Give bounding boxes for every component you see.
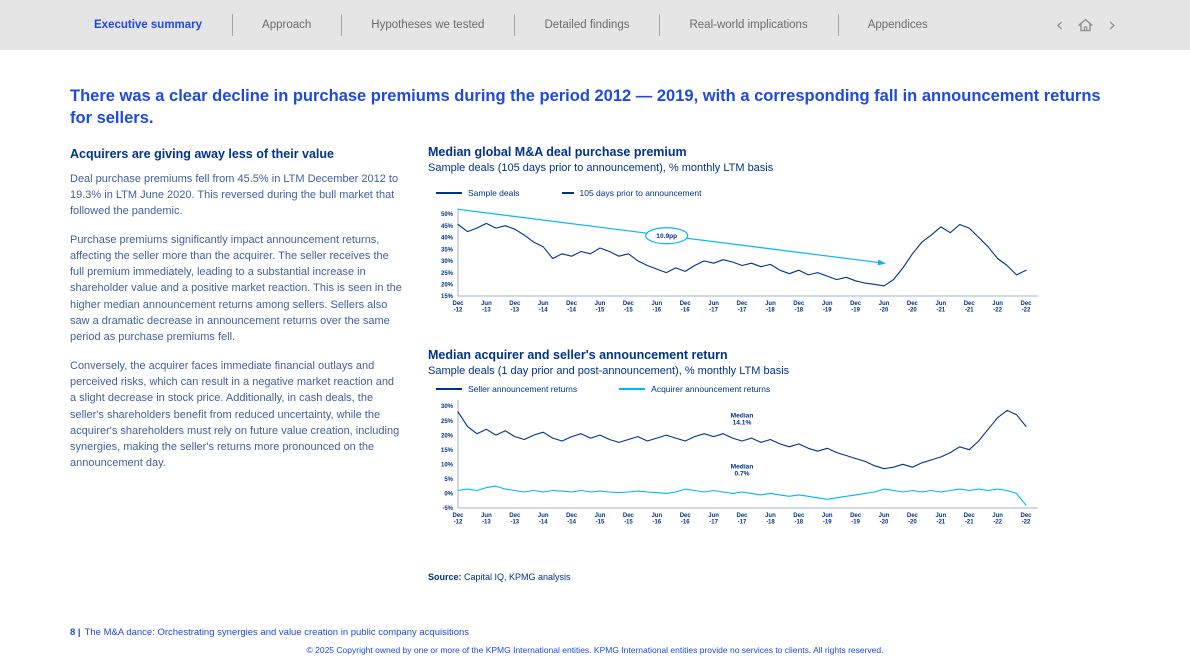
svg-text:Dec-15: Dec -15 — [622, 512, 634, 525]
home-icon[interactable] — [1077, 17, 1094, 33]
svg-text:Dec-14: Dec -14 — [566, 300, 578, 313]
source-text: Capital IQ, KPMG analysis — [461, 571, 571, 582]
nav-tabs — [64, 0, 958, 50]
svg-text:Dec-20: Dec -20 — [906, 512, 918, 525]
paragraph-acquirer-impact: Conversely, the acquirer faces immediate financial outlays and perceived risks, which can result in a negative market reaction and a slight decrease in stock price. Additionally, in cash deals, the seller's shareholders benefit from reduced uncertainty, while the acquirer's shareholders must rely on future value creation, including synergies, making the seller's returns more pronounced on the announcement day. — [70, 360, 400, 470]
svg-text:Jun-13: Jun -13 — [481, 512, 492, 525]
line-swatch-icon — [436, 192, 462, 194]
svg-text:Dec-19: Dec -19 — [850, 512, 862, 525]
legend-label: 105 days prior to announcement — [579, 187, 702, 198]
announcement-return-chart-block — [428, 348, 1120, 530]
section-heading: Acquirers are giving away less of their value — [70, 146, 334, 161]
svg-text:30%: 30% — [440, 403, 453, 410]
svg-text:Dec-15: Dec -15 — [622, 300, 634, 313]
svg-text:Jun-15: Jun -15 — [594, 300, 606, 313]
svg-text:Dec-14: Dec -14 — [566, 512, 578, 525]
line-swatch-icon — [436, 388, 462, 390]
svg-text:Jun-20: Jun -20 — [878, 300, 890, 313]
source-label: Source: — [428, 571, 462, 582]
tab-hypotheses-we-tested[interactable]: Hypotheses we tested — [341, 0, 514, 50]
tab-appendices[interactable]: Appendices — [838, 0, 958, 50]
svg-text:40%: 40% — [440, 235, 453, 242]
legend-label: Acquirer announcement returns — [651, 383, 771, 394]
svg-text:Dec-18: Dec -18 — [793, 300, 805, 313]
svg-text:Jun-18: Jun -18 — [765, 512, 776, 525]
legend-item-acquirer-returns — [619, 384, 770, 394]
svg-text:Dec-16: Dec -16 — [679, 512, 691, 525]
page-number: 8 | — [70, 627, 81, 638]
nav-controls — [1054, 13, 1118, 36]
purchase-premium-line-chart — [428, 200, 1088, 316]
paragraph-premiums-fell: Deal purchase premiums fell from 45.5% in LTM December 2012 to 19.3% in LTM June 2020. This reversed during the bull market that followed the pandemic. — [70, 172, 399, 217]
svg-text:0%: 0% — [444, 491, 453, 498]
source-note — [428, 572, 1120, 582]
page-title: There was a clear decline in purchase premiums during the period 2012 — 2019, with a corresponding fall in announcement returns for sellers. — [70, 87, 1101, 127]
charts-column — [428, 145, 1120, 582]
svg-text:Jun-19: Jun -19 — [821, 512, 833, 525]
narrative-column — [70, 145, 403, 582]
svg-text:Jun-17: Jun -17 — [708, 300, 719, 313]
svg-text:Dec-21: Dec -21 — [963, 512, 975, 525]
svg-text:Jun-21: Jun -21 — [935, 300, 947, 313]
svg-text:25%: 25% — [440, 418, 453, 425]
line-swatch-icon — [619, 388, 645, 390]
copyright-notice: © 2025 Copyright owned by one or more of the KPMG International entities. KPMG International entities provide no services to clients. All rights reserved. — [306, 645, 884, 655]
svg-text:5%: 5% — [444, 476, 453, 483]
svg-text:Dec-20: Dec -20 — [906, 300, 918, 313]
svg-text:Dec-21: Dec -21 — [963, 300, 975, 313]
svg-text:Dec-13: Dec -13 — [509, 512, 521, 525]
svg-text:Jun-22: Jun -22 — [992, 300, 1003, 313]
svg-text:Jun-19: Jun -19 — [821, 300, 833, 313]
purchase-premium-legend — [436, 188, 1120, 198]
chart-title-purchase-premium: Median global M&A deal purchase premium — [428, 144, 687, 159]
svg-text:45%: 45% — [440, 223, 453, 230]
legend-label: Sample deals — [468, 187, 520, 198]
svg-text:Dec-16: Dec -16 — [679, 300, 691, 313]
svg-text:Dec-18: Dec -18 — [793, 512, 805, 525]
chart-subtitle-purchase-premium: Sample deals (105 days prior to announcement), % monthly LTM basis — [428, 161, 774, 174]
svg-text:10%: 10% — [440, 462, 453, 469]
svg-text:Jun-15: Jun -15 — [594, 512, 606, 525]
svg-text:Dec-17: Dec -17 — [736, 300, 748, 313]
announcement-return-legend — [436, 384, 1120, 394]
svg-text:Dec-17: Dec -17 — [736, 512, 748, 525]
svg-text:Median14.1%: Median 14.1% — [730, 412, 754, 427]
chart-title-announcement-return: Median acquirer and seller's announcement return — [428, 347, 728, 362]
svg-text:Dec-19: Dec -19 — [850, 300, 862, 313]
svg-text:Jun-14: Jun -14 — [537, 300, 549, 313]
line-swatch-icon — [562, 192, 574, 194]
legend-item-105-days — [562, 188, 702, 198]
svg-text:Dec-12: Dec -12 — [452, 512, 464, 525]
svg-text:15%: 15% — [440, 447, 453, 454]
tab-real-world-implications[interactable]: Real-world implications — [659, 0, 837, 50]
tab-executive-summary[interactable]: Executive summary — [94, 19, 203, 31]
svg-text:30%: 30% — [440, 258, 453, 265]
svg-text:Dec-22: Dec -22 — [1020, 300, 1032, 313]
footer-line — [70, 627, 469, 638]
svg-text:25%: 25% — [440, 270, 453, 277]
svg-text:Jun-18: Jun -18 — [765, 300, 776, 313]
svg-text:Jun-16: Jun -16 — [651, 300, 663, 313]
svg-text:Dec-22: Dec -22 — [1020, 512, 1032, 525]
purchase-premium-chart-block — [428, 145, 1120, 316]
announcement-return-line-chart — [428, 396, 1088, 530]
svg-text:Median0.7%: Median 0.7% — [730, 463, 754, 478]
tab-approach[interactable]: Approach — [232, 0, 341, 50]
chevron-left-icon[interactable]: ‹ — [1055, 13, 1064, 36]
svg-text:20%: 20% — [440, 432, 453, 439]
svg-text:10.9pp: 10.9pp — [656, 232, 678, 240]
tab-detailed-findings[interactable]: Detailed findings — [514, 0, 659, 50]
legend-label: Seller announcement returns — [468, 383, 578, 394]
svg-text:20%: 20% — [440, 282, 453, 289]
report-title: The M&A dance: Orchestrating synergies and value creation in public company acquisitions — [84, 627, 470, 638]
top-navigation — [0, 0, 1190, 50]
content-columns — [70, 145, 1120, 582]
svg-text:Jun-17: Jun -17 — [708, 512, 719, 525]
paragraph-seller-impact: Purchase premiums significantly impact announcement returns, affecting the seller more than the acquirer. The seller receives the full premium immediately, leading to a substantial increase in shareholder value and a positive market reaction. This is seen in the higher median announcement returns among sellers. Sellers also saw a dramatic decrease in announcement returns over the same period as purchase premiums fell. — [70, 234, 402, 343]
svg-text:Jun-14: Jun -14 — [537, 512, 549, 525]
svg-text:35%: 35% — [440, 246, 453, 253]
legend-item-seller-returns — [436, 384, 577, 394]
svg-text:Jun-20: Jun -20 — [878, 512, 890, 525]
svg-text:-5%: -5% — [442, 505, 453, 512]
svg-text:Dec-13: Dec -13 — [509, 300, 521, 313]
svg-text:Jun-16: Jun -16 — [651, 512, 663, 525]
chart-subtitle-announcement-return: Sample deals (1 day prior and post-announcement), % monthly LTM basis — [428, 364, 790, 377]
svg-text:15%: 15% — [440, 293, 453, 300]
svg-text:Dec-12: Dec -12 — [452, 300, 464, 313]
svg-text:Jun-22: Jun -22 — [992, 512, 1003, 525]
legend-item-sample-deals — [436, 188, 520, 198]
svg-text:Jun-21: Jun -21 — [935, 512, 947, 525]
chevron-right-icon[interactable]: › — [1108, 13, 1116, 36]
svg-text:50%: 50% — [440, 211, 453, 218]
svg-text:Jun-13: Jun -13 — [481, 300, 492, 313]
